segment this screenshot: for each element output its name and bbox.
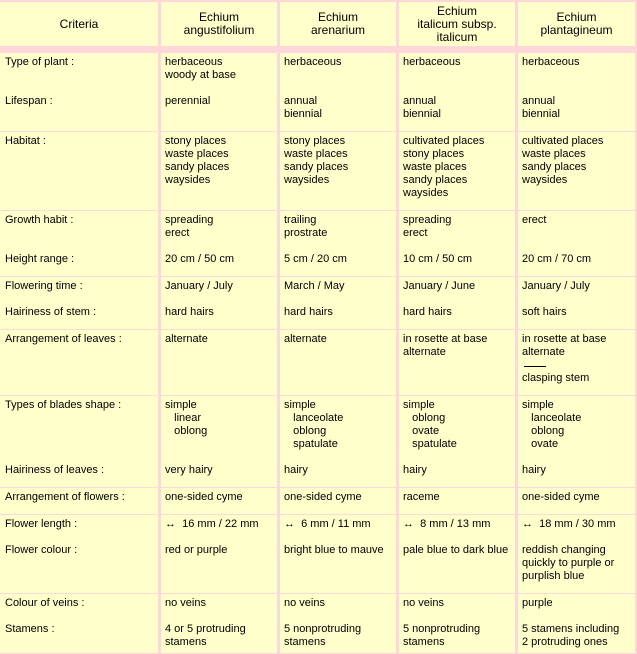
table-cell: 4 or 5 protruding stamens [161,620,280,653]
table-cell: January / July [161,277,280,303]
table-cell: in rosette at base alternate clasping stem [518,330,637,395]
table-cell: in rosette at base alternate [399,330,518,395]
table-cell: annual biennial [399,92,518,131]
table-cell: hairy [399,461,518,487]
table-cell: March / May [280,277,399,303]
header-separator [0,46,637,52]
table-cell: very hairy [161,461,280,487]
table-cell: ↔ 18 mm / 30 mm [518,515,637,541]
table-cell: one-sided cyme [280,488,399,514]
table-cell: soft hairs [518,303,637,329]
table-cell: stony places waste places sandy places waysides [280,132,399,210]
table-cell: simple linear oblong [161,396,280,461]
row-label: Flower colour : [0,541,161,593]
table-cell: pale blue to dark blue [399,541,518,593]
table-cell: red or purple [161,541,280,593]
header-species-3: Echium italicum subsp. italicum [399,2,518,46]
table-cell: simple lanceolate oblong spatulate [280,396,399,461]
row-label: Arrangement of flowers : [0,488,161,514]
table-cell: raceme [399,488,518,514]
table-cell: 5 nonprotruding stamens [280,620,399,653]
table-cell: hard hairs [399,303,518,329]
table-cell: alternate [280,330,399,395]
row-label: Colour of veins : [0,594,161,620]
table-cell: 5 nonprotruding stamens [399,620,518,653]
table-cell: alternate [161,330,280,395]
table-cell: reddish changing quickly to purple or purplish blue [518,541,637,593]
table-cell: herbaceous [518,53,637,92]
table-cell: cultivated places waste places sandy places waysides [518,132,637,210]
table-cell: spreading erect [161,211,280,250]
table-cell: bright blue to mauve [280,541,399,593]
table-cell: one-sided cyme [161,488,280,514]
header-species-2: Echium arenarium [280,2,399,46]
table-cell: hairy [518,461,637,487]
table-cell: no veins [399,594,518,620]
table-cell: hard hairs [161,303,280,329]
separator-dash [524,366,546,367]
table-cell: perennial [161,92,280,131]
table-cell: hard hairs [280,303,399,329]
table-cell: no veins [280,594,399,620]
table-cell: ↔ 6 mm / 11 mm [280,515,399,541]
table-cell: hairy [280,461,399,487]
table-cell: 5 cm / 20 cm [280,250,399,276]
table-cell: January / July [518,277,637,303]
row-label: Height range : [0,250,161,276]
table-cell: annual biennial [280,92,399,131]
table-cell: herbaceous [399,53,518,92]
table-cell: herbaceous woody at base [161,53,280,92]
row-label: Arrangement of leaves : [0,330,161,395]
row-label: Hairiness of leaves : [0,461,161,487]
header-criteria: Criteria [0,2,161,46]
table-cell: herbaceous [280,53,399,92]
table-cell: 5 stamens including 2 protruding ones [518,620,637,653]
table-cell: erect [518,211,637,250]
row-label: Flower length : [0,515,161,541]
row-label: Lifespan : [0,92,161,131]
table-cell: simple oblong ovate spatulate [399,396,518,461]
header-species-4: Echium plantagineum [518,2,637,46]
table-cell: ↔ 8 mm / 13 mm [399,515,518,541]
table-cell: no veins [161,594,280,620]
table-cell: stony places waste places sandy places waysides [161,132,280,210]
table-cell: 10 cm / 50 cm [399,250,518,276]
row-label: Growth habit : [0,211,161,250]
table-cell: cultivated places stony places waste places sandy places waysides [399,132,518,210]
row-label: Habitat : [0,132,161,210]
table-cell: ↔ 16 mm / 22 mm [161,515,280,541]
table-cell: trailing prostrate [280,211,399,250]
row-label: Hairiness of stem : [0,303,161,329]
table-cell: 20 cm / 70 cm [518,250,637,276]
table-cell: January / June [399,277,518,303]
table-cell: purple [518,594,637,620]
row-label: Stamens : [0,620,161,653]
table-cell: 20 cm / 50 cm [161,250,280,276]
table-cell: annual biennial [518,92,637,131]
table-cell: simple lanceolate oblong ovate [518,396,637,461]
row-label: Type of plant : [0,53,161,92]
row-label: Flowering time : [0,277,161,303]
row-label: Types of blades shape : [0,396,161,461]
header-species-1: Echium angustifolium [161,2,280,46]
table-cell: one-sided cyme [518,488,637,514]
table-cell: spreading erect [399,211,518,250]
